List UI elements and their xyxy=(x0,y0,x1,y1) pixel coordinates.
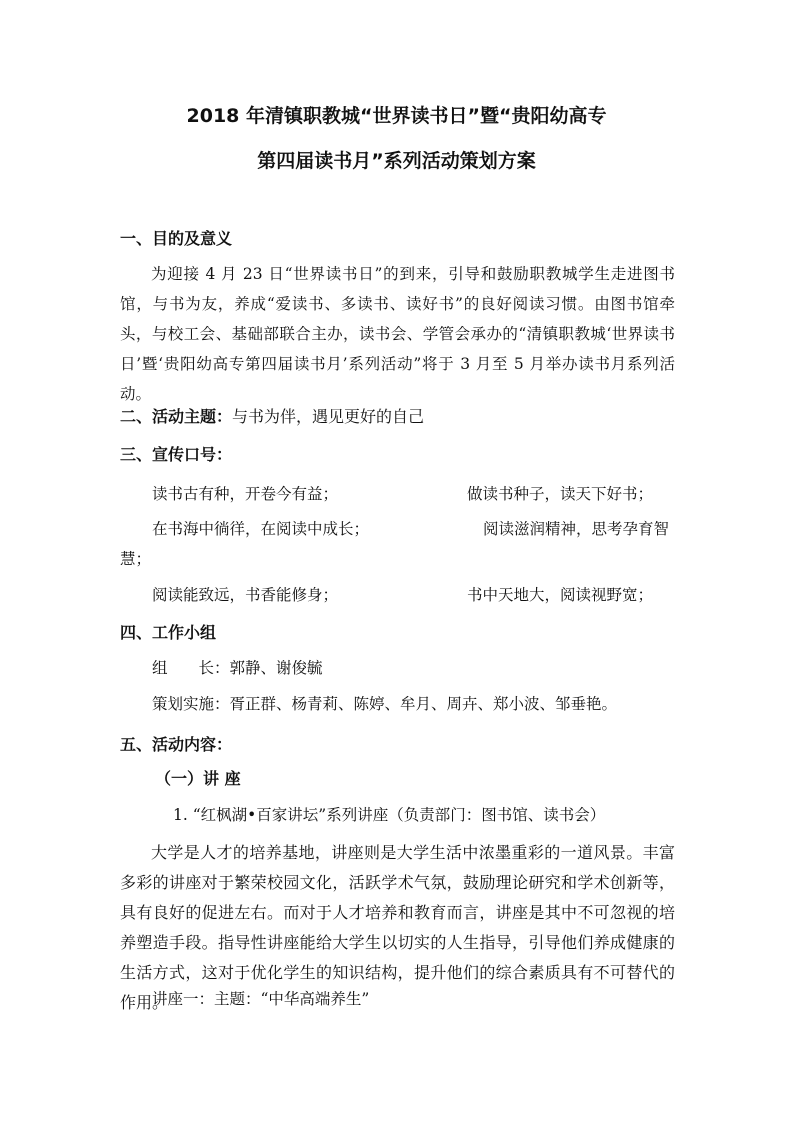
slogan-1: 读书古有种，开卷今有益； xyxy=(152,485,339,503)
subsection-lectures-heading: （一）讲 座 xyxy=(155,769,241,788)
lecture-series-item: 1. “红枫湖•百家讲坛”系列讲座（负责部门：图书馆、读书会） xyxy=(173,806,606,824)
slogan-4-continuation: 慧； xyxy=(120,550,152,568)
work-group-leader: 组 长：郭静、谢俊毓 xyxy=(152,659,323,677)
slogan-row-1 xyxy=(120,483,675,505)
section-2-heading xyxy=(120,406,424,428)
slogan-4: 阅读滋润精神，思考孕育智 xyxy=(483,520,670,538)
section-2-heading-label: 二、活动主题： xyxy=(120,407,233,426)
slogan-6: 书中天地大，阅读视野宽； xyxy=(467,586,654,604)
section-5-heading: 五、活动内容： xyxy=(120,735,233,754)
section-1-heading: 一、目的及意义 xyxy=(120,229,233,248)
document-title-line-2: 第四届读书月”系列活动策划方案 xyxy=(257,150,536,172)
section-1-body: 为迎接 4 月 23 日“世界读书日”的到来，引导和鼓励职教城学生走进图书馆，与书为友，养成“爱读书、多读书、读好书”的良好阅读习惯。由图书馆牵头，与校工会、基础部联合主办，读书会、学管会承办的“清镇职教城‘世界读书日’暨‘贵阳幼高专第四届读书月’系列活动”将于 3 月至 5 月举办读书月系列活动。 xyxy=(120,265,675,403)
lecture-description: 大学是人才的培养基地，讲座则是大学生活中浓墨重彩的一道风景。丰富多彩的讲座对于繁荣校园文化，活跃学术气氛，鼓励理论研究和学术创新等，具有良好的促进左右。而对于人才培养和教育而言，讲座是其中不可忽视的培养塑造手段。指导性讲座能给大学生以切实的人生指导，引导他们养成健康的生活方式，这对于优化学生的知识结构，提升他们的综合素质具有不可替代的作用。 xyxy=(120,843,675,1012)
section-3-heading: 三、宣传口号： xyxy=(120,445,233,464)
document-title-line-1: 2018 年清镇职教城“世界读书日”暨“贵阳幼高专 xyxy=(186,105,607,127)
slogan-2: 做读书种子，读天下好书； xyxy=(467,485,654,503)
lecture-one-topic: 讲座一：主题：“中华高端养生” xyxy=(152,990,370,1008)
slogan-5: 阅读能致远，书香能修身； xyxy=(152,586,339,604)
slogan-3: 在书海中徜徉，在阅读中成长； xyxy=(152,520,370,538)
slogan-row-3 xyxy=(120,584,675,606)
activity-theme-text: 与书为伴，遇见更好的自己 xyxy=(232,407,425,426)
slogan-row-2 xyxy=(120,518,675,540)
section-4-heading: 四、工作小组 xyxy=(120,623,217,642)
work-group-planners: 策划实施：胥正群、杨青莉、陈婷、牟月、周卉、郑小波、邹垂艳。 xyxy=(152,695,618,713)
